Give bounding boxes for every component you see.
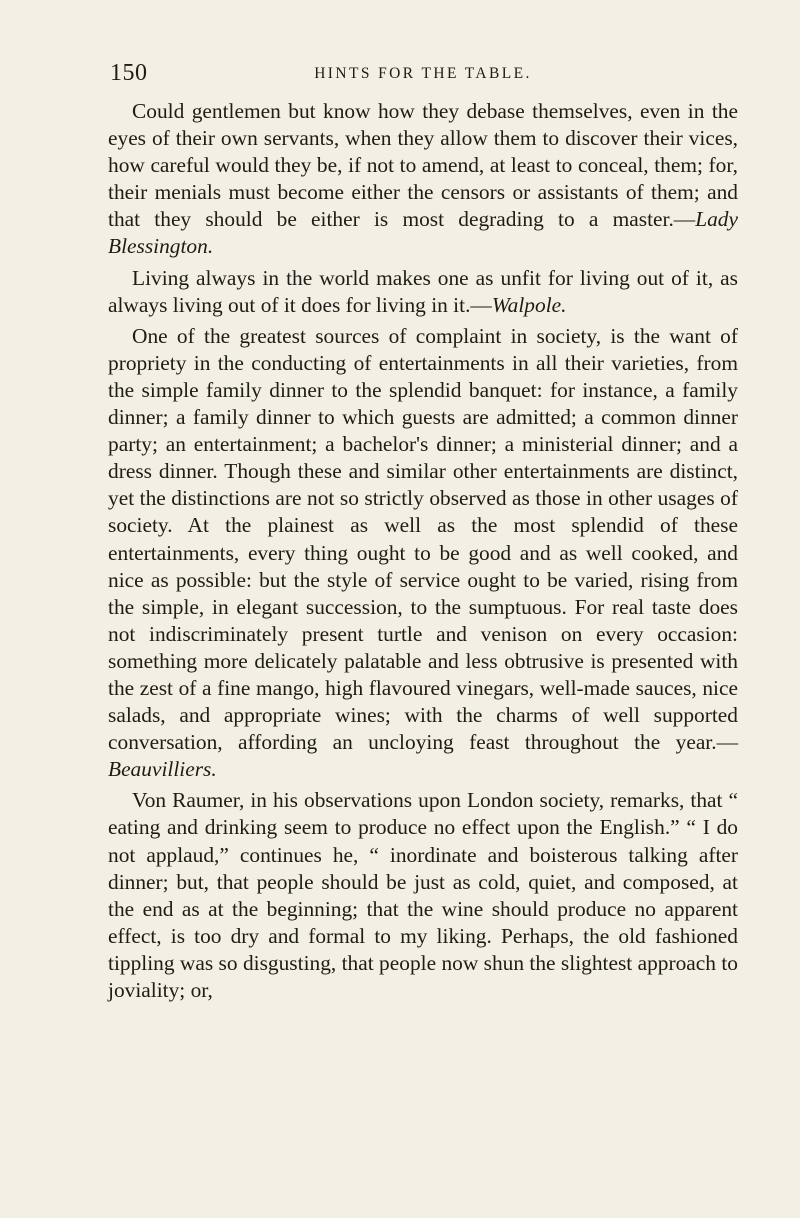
paragraph-text: Could gentlemen but know how they debase themselves, even in the eyes of their own servants, when they allow them to discover their vices, how careful would they be, if not to amend, at least to conceal, them; for, their menials must become either the censors or assistants of them; and that they should be either is most degrading to a master.— xyxy=(108,99,738,232)
running-title: HINTS FOR THE TABLE. xyxy=(314,65,532,82)
body-text xyxy=(108,98,738,1004)
paragraph-walpole xyxy=(108,265,738,319)
paragraph-von-raumer xyxy=(108,787,738,1004)
paragraph-text: Von Raumer, in his observations upon London society, remarks, that “ eating and drinking seem to produce no effect upon the English.” “ I do not applaud,” continues he, “ inordinate and boisterous talking after dinner; but, that people should be just as cold, quiet, and composed, at the end as at the beginning; that the wine should produce no apparent effect, is too dry and formal to my liking. Perhaps, the old fashioned tippling was so disgusting, that people now shun the slightest approach to joviality; or, xyxy=(108,788,738,1002)
paragraph-beauvilliers xyxy=(108,323,738,784)
paragraph-text: One of the greatest sources of complaint in society, is the want of propriety in the conducting of entertainments in all their varieties, from the simple family dinner to the splendid banquet: for instance, a family dinner; a family dinner to which guests are admitted; a common dinner party; an entertainment; a bachelor's dinner; a ministerial dinner; and a dress dinner. Though these and similar other entertainments are distinct, yet the distinctions are not so strictly observed as those in other usages of society. At the plainest as well as the most splendid of these entertainments, every thing ought to be good and as well cooked, and nice as possible: but the style of service ought to be varied, rising from the simple, in elegant succession, to the sumptuous. For real taste does not indiscriminately present turtle and venison on every occasion: something more delicately palatable and less obtrusive is presented with the zest of a fine mango, high flavoured vinegars, well-made sauces, nice salads, and appropriate wines; with the charms of well supported conversation, affording an uncloying feast throughout the year.— xyxy=(108,323,738,755)
page-number: 150 xyxy=(110,60,148,86)
attribution-beauvilliers: Beauvilliers. xyxy=(108,757,217,782)
attribution-blessington: Lady Blessington. xyxy=(108,207,738,259)
paragraph-text: Living always in the world makes one as unfit for living out of it, as always living out of it does for living in it.— xyxy=(108,265,738,317)
attribution-walpole: Walpole. xyxy=(491,292,567,317)
paragraph-blessington xyxy=(108,98,738,261)
running-head xyxy=(108,50,738,90)
